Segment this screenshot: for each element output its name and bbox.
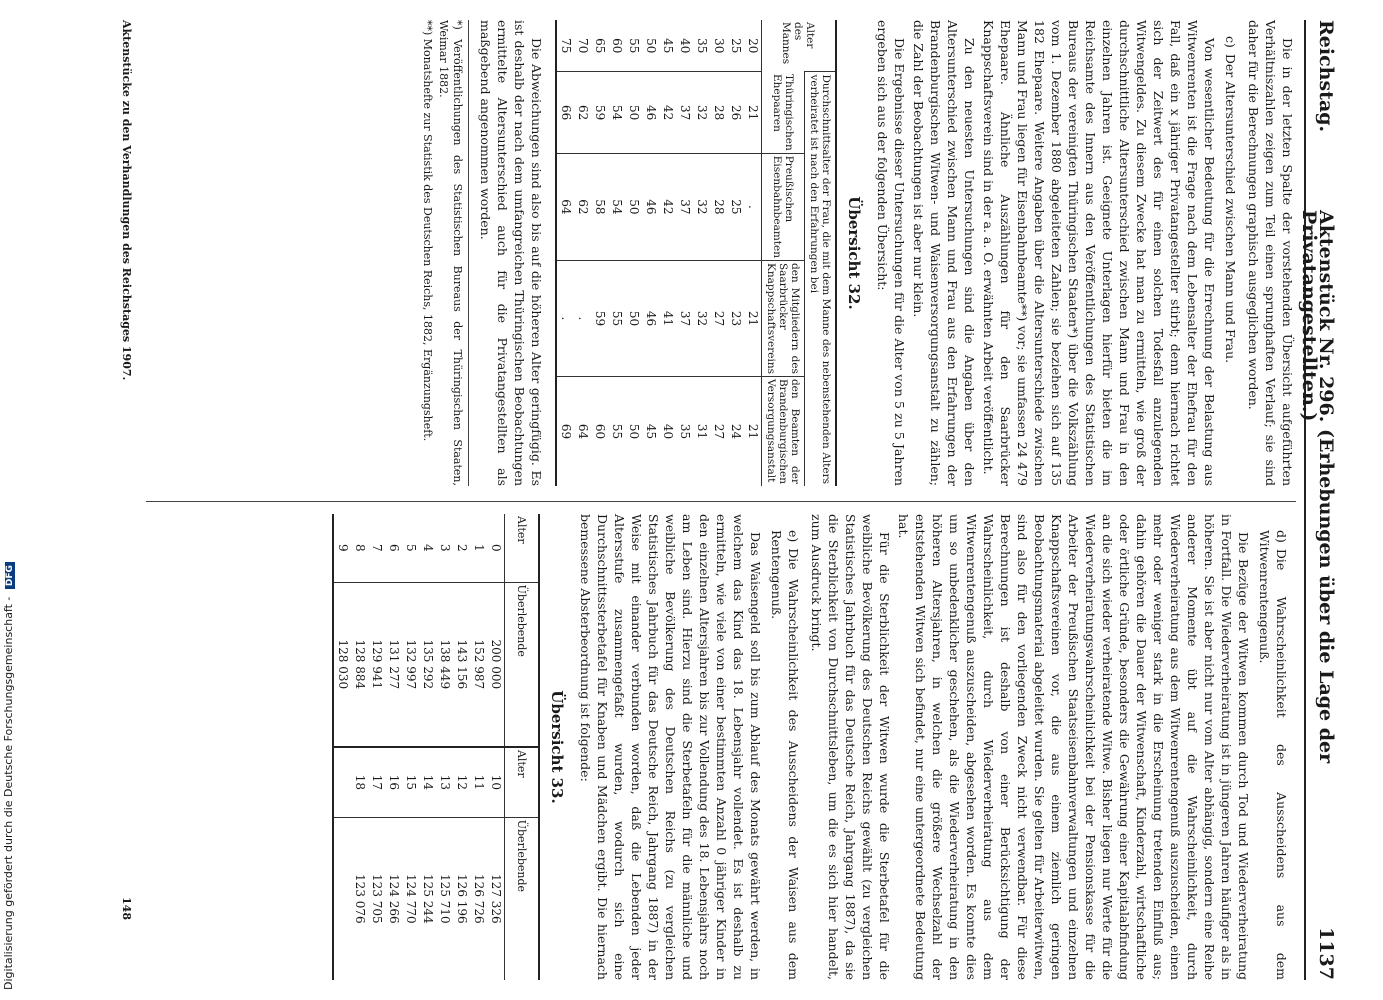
table-cell: 123 076: [351, 817, 368, 980]
table-row: [556, 20, 574, 486]
table-cell: 17: [368, 747, 385, 817]
column-header: Preußischen Eisenbahnbeamten: [762, 153, 805, 260]
section-c-heading: [1222, 20, 1239, 486]
table-cell: 21: [744, 72, 762, 153]
section-d-letter: d): [1274, 530, 1289, 543]
table-row: [574, 20, 591, 486]
table-cell: 50: [625, 153, 642, 260]
table-cell: 131 277: [385, 582, 402, 747]
paragraph: Die Bezüge der Witwen kommen durch Tod und Wiederverheiratung in Fortfall. Die Wiederverheiratung ist in jüngeren Jahren häufiger als in höheren. Sie ist aber nicht nur vom Alter abhängig, sondern eine Reihe anderer Momente übt auf die Wahrscheinlichkeit, durch Wiederverheiratung aus dem Witwenrentengenuß auszuscheiden, einen mehr oder weniger stark in die Erscheinung tretenden Einfluß aus; dahin gehören die Dauer der Witwenschaft, Kinderzahl, wirtschaftliche oder örtliche Gründe, besonders die Gewährung einer Kapitalabfindung an die sich wieder verheiratende Witwe. Bisher liegen nur Werte für die Wiederverheiratungswahrscheinlichkeit bei der Pensionskasse für die Arbeiter der Preußischen Staatseisenbahnverwaltungen und einzelnen Knappschaftsvereinen vor, die aus einem ziemlich geringen Beobachtungsmaterial abgeleitet wurden. Sie gelten für Arbeiterwitwen, sind also für den vorliegenden Zweck nicht verwendbar. Für diese Berechnungen ist deshalb von einer Berücksichtigung der Wahrscheinlichkeit, durch Wiederverheiratung aus dem Witwenrentengenuß auszuscheiden, abgesehen worden. Es konnte dies um so unbedenklicher geschehen, als die Wiederverheiratung in den höheren Altersjahren, in welchen die größere Wechselzahl der entstehenden Witwen sich befindet, nur eine untergeordnete Bedeutung hat.: [896, 514, 1251, 980]
table-cell: 0: [489, 544, 503, 552]
table-cell: 59: [591, 72, 608, 153]
table-cell: 37: [676, 72, 693, 153]
table-cell: 32: [693, 260, 710, 376]
table-cell: 50: [625, 72, 642, 153]
table-cell: 62: [574, 153, 591, 260]
age-header-line: Alter: [804, 22, 817, 49]
table-cell: 54: [608, 153, 625, 260]
table-cell: .: [556, 260, 574, 376]
table-cell: 138 449: [436, 582, 453, 747]
column-header: Überlebende: [505, 817, 540, 980]
table-cell: 3: [438, 544, 452, 552]
table-cell: 35: [695, 38, 709, 54]
header-reichstag: Reichstag.: [1315, 20, 1337, 133]
table-cell: 135 292: [419, 582, 436, 747]
table-32: [555, 20, 837, 486]
left-column: [418, 20, 1296, 486]
table-cell: 20: [746, 38, 760, 54]
table-cell: 26: [727, 72, 744, 153]
table-cell: 55: [608, 260, 625, 376]
table-row: [453, 514, 470, 980]
table-cell: 40: [678, 38, 692, 54]
table-cell: [333, 747, 351, 817]
table-cell: 5: [404, 544, 418, 552]
table-cell: .: [574, 260, 591, 376]
digitization-note-text: Digitalisierung gefördert durch die Deutsche Forschungsgemeinschaft -: [2, 596, 15, 990]
table-cell: 50: [625, 260, 642, 376]
table-cell: 143 156: [453, 582, 470, 747]
column-header: Alter: [505, 514, 540, 582]
column-header: Alter: [505, 747, 540, 817]
section-e-title: Die Wahrscheinlichkeit des Ausscheidens der Waisen aus dem Rentengenuß.: [769, 530, 801, 980]
intro-paragraph: Die in der letzten Spalte der vorstehenden Übersicht aufgeführten Verhältniszahlen zeigen zum Teil einen sprunghaften Verlauf; sie sind daher für die Berechnungen graphisch ausgeglichen worden.: [1246, 20, 1295, 486]
table-cell: 46: [642, 153, 659, 260]
table-cell: 59: [591, 260, 608, 376]
table-cell: 9: [336, 544, 350, 552]
section-d-title: Die Wahrscheinlichkeit des Ausscheidens aus dem Witwenrentengenuß.: [1257, 530, 1289, 980]
table-cell: 41: [659, 260, 676, 376]
table-row: [693, 20, 710, 486]
table-cell: 42: [659, 153, 676, 260]
footnote: *) Veröffentlichungen des Statistischen Bureaus der Thüringischen Staaten, Weimar 1882.: [437, 20, 464, 486]
table-cell: 62: [574, 72, 591, 153]
table-row: [385, 514, 402, 980]
table-cell: 27: [710, 376, 727, 486]
table-cell: 152 987: [470, 582, 487, 747]
footer-source: Aktenstücke zu den Verhandlungen des Reichstages 1907.: [120, 20, 133, 381]
table-cell: 28: [710, 153, 727, 260]
table-cell: [333, 817, 351, 980]
table-cell: 25: [729, 38, 743, 54]
table-cell: 64: [556, 153, 574, 260]
section-c-title: Der Altersunterschied zwischen Mann und Frau.: [1223, 53, 1238, 364]
table-cell: 123 705: [368, 817, 385, 980]
table-cell: 64: [574, 376, 591, 486]
table-row: [727, 20, 744, 486]
table-row: [744, 20, 762, 486]
table-cell: 31: [693, 376, 710, 486]
table-cell: 46: [642, 72, 659, 153]
table-cell: 28: [710, 72, 727, 153]
column-header: Überlebende: [505, 582, 540, 747]
table-cell: 40: [659, 376, 676, 486]
table-cell: 8: [353, 544, 367, 552]
table-cell: 2: [455, 544, 469, 552]
table-cell: 132 997: [402, 582, 419, 747]
age-header-line: des: [792, 22, 805, 41]
table-cell: 75: [559, 38, 573, 54]
table-cell: 37: [676, 260, 693, 376]
table-cell: 42: [659, 72, 676, 153]
paragraph: Die Ergebnisse dieser Untersuchungen für die Alter von 5 zu 5 Jahren ergeben sich aus der folgenden Übersicht:: [875, 20, 907, 486]
paragraph: Zu den neuesten Untersuchungen sind die Angaben über den Altersunterschied zwischen Mann und Frau aus den Erfahrungen der Brandenburgischen Witwen- und Waisenversorgungsanstalt zu zählen; die Zahl der Beobachtungen ist aber nur klein.: [911, 20, 977, 486]
page-header: [1298, 20, 1340, 980]
column-header: den Beamten der Brandenburgischen Versorgungsanstalt: [762, 376, 805, 486]
table-cell: 128 884: [351, 582, 368, 747]
table-cell: 18: [351, 747, 368, 817]
table-cell: 50: [644, 38, 658, 54]
table-cell: 13: [436, 747, 453, 817]
table-row: [470, 514, 487, 980]
table-cell: 25: [727, 153, 744, 260]
column-header: Thüringischen Ehepaaren: [762, 72, 805, 153]
table-cell: 37: [676, 153, 693, 260]
age-header: [762, 20, 837, 72]
table-cell: 58: [591, 153, 608, 260]
table-cell: 32: [693, 72, 710, 153]
table-cell: 129 941: [368, 582, 385, 747]
table-cell: .: [744, 153, 762, 260]
table-cell: 10: [487, 747, 505, 817]
table-cell: 70: [576, 38, 590, 54]
table-row: [487, 514, 505, 980]
table-cell: 46: [642, 260, 659, 376]
footer-sheet-number: 148: [120, 897, 133, 920]
table-cell: 27: [710, 260, 727, 376]
section-d-heading: [1256, 514, 1290, 980]
table-cell: 11: [470, 747, 487, 817]
table-cell: 126 196: [453, 817, 470, 980]
table-cell: 4: [421, 544, 435, 552]
table-cell: 15: [402, 747, 419, 817]
table-33-body: [333, 514, 505, 980]
table-cell: 200 000: [487, 582, 505, 747]
table-33-title: Übersicht 33.: [548, 690, 566, 804]
table-cell: 21: [744, 376, 762, 486]
table-cell: 60: [610, 38, 624, 54]
table-cell: 124 266: [385, 817, 402, 980]
digitization-note: [2, 0, 15, 990]
paragraph: Von wesentlicher Bedeutung für die Errechnung der Belastung aus Witwenrenten ist die Frage nach dem Lebensalter der Ehefrau für den Fall, daß ein x jähriger Privatangestellter stirbt; denn hiernach richtet sich der Zeitwert des für einen solchen Todesfall anzulegenden Witwengeldes. Zu diesem Zwecke hat man zu ermitteln, wie groß der durchschnittliche Altersunterschied zwischen Mann und Frau in den einzelnen Jahren ist. Geeignete Unterlagen hierfür bieten die im Reichsamte des Innern aus den Veröffentlichungen des Statistischen Bureaus der vereinigten Thüringischen Staaten*) über die Volkszählung vom 1. Dezember 1880 abgeleiteten Zahlen; sie beziehen sich auf 135 182 Ehepaare. Weitere Angaben über die Altersunterschiede zwischen Mann und Frau liegen für Eisenbahnbeamte**) vor; sie umfassen 24 479 Ehepaare. Ähnliche Auszählungen für den Saarbrücker Knappschaftsverein sind in der a. a. O. erwähnten Arbeit veröffentlicht.: [981, 20, 1217, 486]
footnote: **) Monatshefte zur Statistik des Deutschen Reichs, 1882, Ergänzungsheft.: [421, 20, 434, 442]
table-cell: 126 726: [470, 817, 487, 980]
table-cell: 24: [727, 376, 744, 486]
right-column: [322, 514, 1296, 980]
table-row: [642, 20, 659, 486]
table-cell: 65: [593, 38, 607, 54]
table-cell: 23: [727, 260, 744, 376]
table-row: [351, 514, 368, 980]
table-33: [332, 514, 540, 980]
table-row: [625, 20, 642, 486]
table-cell: 55: [608, 376, 625, 486]
table-cell: 66: [556, 72, 574, 153]
table-cell: 55: [627, 38, 641, 54]
section-e-heading: [768, 514, 802, 980]
table-row: [710, 20, 727, 486]
header-title: Aktenstück Nr. 296. (Erhebungen über die Lage der Privatangestellten.): [1298, 210, 1337, 764]
paragraph: Für die Sterblichkeit der Witwen wurde die Sterbetafel für die weibliche Bevölkerung des Deutschen Reichs gewählt (zu vergleichen Statistisches Jahrbuch für das Deutsche Reich, Jahrgang 1887), da sie die Sterblichkeit von Durchschnittsleben, um die es sich hier handelt, zum Ausdruck bringt.: [809, 514, 892, 980]
table-cell: 1: [472, 544, 486, 552]
table-cell: 125 244: [419, 817, 436, 980]
column-divider: [146, 501, 1296, 502]
table-row: [419, 514, 436, 980]
table-cell: 6: [387, 544, 401, 552]
table-cell: 12: [453, 747, 470, 817]
section-c-letter: c): [1223, 36, 1238, 48]
table-row: [659, 20, 676, 486]
table-cell: 45: [661, 38, 675, 54]
section-e-letter: e): [786, 530, 801, 543]
table-cell: 21: [744, 260, 762, 376]
table-cell: 128 030: [333, 582, 351, 747]
table-cell: 50: [625, 376, 642, 486]
table-row: [608, 20, 625, 486]
column-header: den Mitgliedern des Saarbrücker Knappschaftsvereins: [762, 260, 805, 376]
table-cell: 125 710: [436, 817, 453, 980]
table-cell: 30: [712, 38, 726, 54]
table-cell: 7: [370, 544, 384, 552]
paragraph: Das Waisengeld soll bis zum Ablauf des Monats gewährt werden, in welchem das Kind das 18. Lebensjahr vollendet. Es ist deshalb zu ermitteln, wie viele von einer bestimmten Anzahl 0 jähriger Kinder in den einzelnen Altersjahren bis zur Vollendung des 18. Lebensjahrs noch am Leben sind. Hierzu sind die Sterbetafeln für die männliche und weibliche Bevölkerung des Deutschen Reichs (zu vergleichen Statistisches Jahrbuch für das Deutsche Reich, Jahrgang 1887) in der Weise mit einander verbunden worden, daß die Lebenden jeder Altersstufe zusammengefaßt wurden, wodurch sich eine Durchschnittssterbetafel für Knaben und Mädchen ergibt. Die hiernach bemessene Absterbeordnung ist folgende:: [578, 514, 763, 980]
table-cell: 32: [693, 153, 710, 260]
table-cell: 16: [385, 747, 402, 817]
table-row: [402, 514, 419, 980]
group-header: Durchschnittsalter der Frau, die mit dem Manne des nebenstehenden Alters verheiratet ist nach den Erfahrungen bei: [805, 72, 837, 486]
table-cell: 69: [556, 376, 574, 486]
table-row: [676, 20, 693, 486]
paragraph: Die Abweichungen sind also bis auf die höheren Alter geringfügig. Es ist deshalb der nach dem umfangreichen Thüringischen Beobachtungen ermittelte Altersunterschied auch für die Privatangestellten als maßgebend angenommen worden.: [478, 20, 544, 486]
table-row: [436, 514, 453, 980]
table-32-title: Übersicht 32.: [845, 196, 863, 310]
table-32-body: [556, 20, 762, 486]
table-cell: 35: [676, 376, 693, 486]
table-cell: 54: [608, 72, 625, 153]
age-header-line: Mannes: [780, 22, 793, 65]
document-body: [80, 20, 1340, 980]
dfg-logo: DFG: [5, 562, 15, 589]
page-number: 1137: [1315, 927, 1337, 980]
table-cell: 45: [642, 376, 659, 486]
table-cell: 127 326: [487, 817, 505, 980]
table-cell: 60: [591, 376, 608, 486]
table-row: [333, 514, 351, 980]
table-row: [368, 514, 385, 980]
table-cell: 14: [419, 747, 436, 817]
table-cell: 124 770: [402, 817, 419, 980]
footnotes: [420, 20, 469, 486]
table-row: [591, 20, 608, 486]
